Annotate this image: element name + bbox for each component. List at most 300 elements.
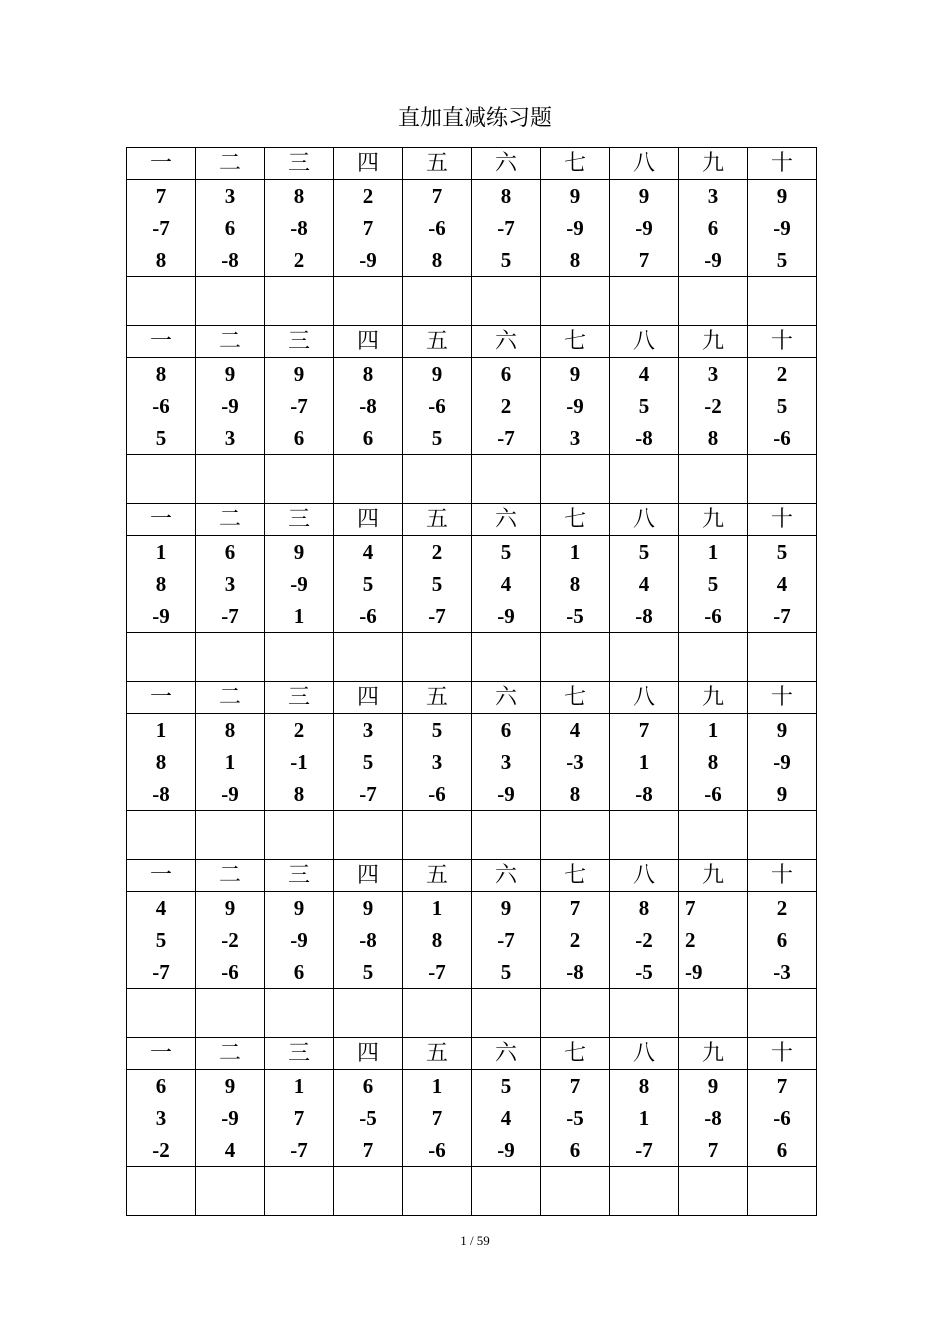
column-header-row [127,1038,817,1070]
problem-cell [127,892,196,989]
problem-number: -9 [566,394,584,418]
problem-number: -7 [152,216,170,240]
problem-number: 4 [500,572,512,596]
problem-number: 9 [224,896,236,920]
problem-number: 6 [500,362,512,386]
problem-number: 4 [362,540,374,564]
problem-number: -7 [428,604,446,628]
answer-cell[interactable] [748,811,817,860]
answer-row [127,811,817,860]
column-header: 四 [334,682,403,714]
problem-cell [196,180,265,277]
problem-number: 1 [638,750,650,774]
column-header: 三 [265,860,334,892]
problem-cell [196,1070,265,1167]
worksheet-title: 直加直减练习题 [397,106,552,131]
answer-cell[interactable] [748,989,817,1038]
problem-number: 2 [569,928,581,952]
problem-number: 9 [776,184,788,208]
problem-number: 7 [638,718,650,742]
problem-number: 9 [569,362,581,386]
answer-cell[interactable] [679,277,748,326]
problem-number: 2 [431,540,443,564]
problem-number: -9 [635,216,653,240]
column-header: 五 [403,682,472,714]
problem-number: -2 [152,1138,170,1162]
problem-number: 5 [500,248,512,272]
problem-number: -5 [359,1106,377,1130]
problem-cell [196,714,265,811]
problem-number: 5 [776,394,788,418]
problem-cell [472,1070,541,1167]
answer-cell[interactable] [334,633,403,682]
answer-cell[interactable] [403,277,472,326]
problem-cell [334,714,403,811]
problem-number: 5 [155,928,167,952]
problem-number: 9 [569,184,581,208]
column-header: 二 [196,682,265,714]
answer-cell[interactable] [403,455,472,504]
problem-number: 9 [500,896,512,920]
problem-cell [610,1070,679,1167]
problem-number: 8 [638,896,650,920]
column-header: 四 [334,1038,403,1070]
column-header: 二 [196,326,265,358]
problem-row [127,536,817,633]
column-header: 八 [610,326,679,358]
problem-number: -6 [428,782,446,806]
problem-number: 7 [293,1106,305,1130]
answer-row [127,277,817,326]
problem-number: 5 [776,248,788,272]
problem-cell [265,892,334,989]
column-header: 八 [610,504,679,536]
problem-number: 1 [155,718,167,742]
problem-number: -8 [359,394,377,418]
problem-number: 6 [362,426,374,450]
column-header: 三 [265,504,334,536]
problem-cell [403,536,472,633]
column-header: 四 [334,326,403,358]
problem-number: 6 [500,718,512,742]
problem-cell [403,180,472,277]
problem-row [127,180,817,277]
problem-number: 4 [224,1138,236,1162]
problem-cell [265,714,334,811]
answer-cell[interactable] [334,1167,403,1216]
problem-number: 6 [293,960,305,984]
problem-number: 5 [500,540,512,564]
answer-cell[interactable] [679,1167,748,1216]
problem-number: 8 [293,184,305,208]
problem-number: 5 [155,426,167,450]
column-header: 十 [748,682,817,714]
problem-cell [541,1070,610,1167]
answer-cell[interactable] [748,1167,817,1216]
problem-number: -8 [635,604,653,628]
column-header-row [127,682,817,714]
column-header: 四 [334,504,403,536]
answer-cell[interactable] [265,455,334,504]
answer-cell[interactable] [403,633,472,682]
problem-cell [265,180,334,277]
answer-cell[interactable] [334,455,403,504]
problem-number: 7 [776,1074,788,1098]
column-header: 九 [679,860,748,892]
problem-number: 9 [293,362,305,386]
problem-number: 1 [431,896,443,920]
answer-cell[interactable] [610,1167,679,1216]
problem-cell [196,536,265,633]
problem-number: 5 [431,718,443,742]
problem-number: 1 [707,718,719,742]
problem-number: -9 [497,782,515,806]
answer-cell[interactable] [265,633,334,682]
problem-number: 8 [638,1074,650,1098]
problem-cell [748,892,817,989]
problem-number: 4 [155,896,167,920]
problem-number: -8 [704,1106,722,1130]
problem-number: -7 [290,394,308,418]
problem-number: 3 [224,572,236,596]
problem-number: 5 [500,1074,512,1098]
problem-number: 4 [500,1106,512,1130]
column-header: 二 [196,860,265,892]
problem-row [127,714,817,811]
problem-cell [472,180,541,277]
problem-number: 3 [155,1106,167,1130]
problem-number: 5 [776,540,788,564]
problem-cell [403,358,472,455]
problem-number: 3 [362,718,374,742]
answer-cell[interactable] [265,811,334,860]
column-header: 七 [541,1038,610,1070]
answer-cell[interactable] [610,811,679,860]
problem-number: 7 [638,248,650,272]
problem-row [127,358,817,455]
column-header: 六 [472,682,541,714]
problem-cell [472,714,541,811]
answer-cell[interactable] [472,1167,541,1216]
problem-cell [679,536,748,633]
problem-cell [748,714,817,811]
answer-cell[interactable] [472,989,541,1038]
problem-number: 5 [431,572,443,596]
problem-number: -8 [221,248,239,272]
problem-number: -9 [773,216,791,240]
problem-number: 9 [638,184,650,208]
column-header: 六 [472,148,541,180]
answer-cell[interactable] [610,277,679,326]
answer-cell[interactable] [196,633,265,682]
problem-cell [472,358,541,455]
problem-number: -9 [497,604,515,628]
problem-number: 2 [293,718,305,742]
problem-cell [679,1070,748,1167]
column-header: 八 [610,860,679,892]
problem-cell [403,1070,472,1167]
problem-number: 1 [293,604,305,628]
exercise-grid [126,147,817,1216]
answer-cell[interactable] [472,633,541,682]
problem-number: 5 [362,572,374,596]
problem-number: -1 [290,750,308,774]
answer-cell[interactable] [196,277,265,326]
problem-cell [472,536,541,633]
answer-cell[interactable] [265,1167,334,1216]
column-header: 八 [610,1038,679,1070]
problem-cell [610,180,679,277]
problem-number: 1 [707,540,719,564]
problem-number: 5 [500,960,512,984]
answer-cell[interactable] [127,811,196,860]
column-header: 八 [610,682,679,714]
problem-number: 5 [638,540,650,564]
answer-cell[interactable] [679,633,748,682]
problem-cell [610,358,679,455]
problem-number: 7 [431,184,443,208]
column-header: 五 [403,860,472,892]
problem-number: -3 [566,750,584,774]
problem-number: 1 [155,540,167,564]
problem-number: -6 [428,1138,446,1162]
column-header: 三 [265,326,334,358]
answer-cell[interactable] [127,455,196,504]
problem-number: 5 [638,394,650,418]
problem-number: -7 [497,928,515,952]
answer-cell[interactable] [265,989,334,1038]
problem-cell [403,714,472,811]
problem-number: 8 [224,718,236,742]
problem-number: 6 [224,216,236,240]
problem-number: 4 [776,572,788,596]
problem-cell [334,892,403,989]
problem-number: -5 [635,960,653,984]
problem-number: -9 [685,960,703,984]
answer-cell[interactable] [403,1167,472,1216]
answer-cell[interactable] [679,455,748,504]
problem-number: -5 [566,1106,584,1130]
problem-number: 3 [224,184,236,208]
column-header: 七 [541,504,610,536]
problem-cell [196,358,265,455]
problem-number: 9 [224,1074,236,1098]
problem-number: 7 [362,1138,374,1162]
problem-row [127,1070,817,1167]
answer-cell[interactable] [679,811,748,860]
column-header: 七 [541,326,610,358]
column-header: 二 [196,504,265,536]
problem-cell [610,892,679,989]
problem-number: -6 [704,604,722,628]
column-header: 十 [748,1038,817,1070]
problem-number: -6 [704,782,722,806]
problem-number: -7 [773,604,791,628]
problem-number: -7 [497,216,515,240]
problem-number: 6 [776,1138,788,1162]
problem-number: 6 [293,426,305,450]
answer-cell[interactable] [472,277,541,326]
problem-number: 3 [569,426,581,450]
page-number: 1 / 59 [460,1233,490,1248]
problem-number: 3 [707,362,719,386]
column-header: 七 [541,682,610,714]
problem-number: -9 [290,928,308,952]
column-header: 一 [127,148,196,180]
answer-cell[interactable] [748,277,817,326]
column-header: 九 [679,148,748,180]
problem-number: -8 [635,426,653,450]
answer-cell[interactable] [748,455,817,504]
column-header: 三 [265,682,334,714]
column-header: 五 [403,1038,472,1070]
answer-cell[interactable] [127,989,196,1038]
column-header: 五 [403,326,472,358]
answer-cell[interactable] [472,455,541,504]
problem-number: -6 [359,604,377,628]
column-header: 五 [403,504,472,536]
answer-cell[interactable] [403,989,472,1038]
problem-number: -7 [290,1138,308,1162]
problem-number: -7 [428,960,446,984]
answer-row [127,455,817,504]
column-header: 一 [127,682,196,714]
problem-number: -6 [773,426,791,450]
column-header: 六 [472,1038,541,1070]
problem-number: 9 [224,362,236,386]
problem-number: 6 [362,1074,374,1098]
problem-number: -8 [152,782,170,806]
answer-cell[interactable] [472,811,541,860]
problem-number: 6 [707,216,719,240]
problem-number: 5 [362,960,374,984]
answer-cell[interactable] [748,633,817,682]
answer-cell[interactable] [334,989,403,1038]
column-header-row [127,504,817,536]
answer-cell[interactable] [127,277,196,326]
problem-number: 1 [224,750,236,774]
problem-number: -6 [428,394,446,418]
problem-cell [679,180,748,277]
column-header: 四 [334,148,403,180]
problem-number: -7 [359,782,377,806]
answer-row [127,633,817,682]
problem-cell [334,358,403,455]
problem-number: -9 [290,572,308,596]
answer-cell[interactable] [541,277,610,326]
problem-number: 9 [707,1074,719,1098]
problem-cell [127,714,196,811]
answer-cell[interactable] [541,989,610,1038]
column-header: 二 [196,148,265,180]
column-header: 九 [679,682,748,714]
answer-cell[interactable] [127,1167,196,1216]
column-header: 六 [472,504,541,536]
problem-number: 7 [362,216,374,240]
answer-cell[interactable] [541,811,610,860]
problem-number: -8 [359,928,377,952]
answer-cell[interactable] [196,989,265,1038]
problem-number: 9 [293,540,305,564]
answer-cell[interactable] [127,633,196,682]
problem-cell [127,358,196,455]
problem-number: 2 [776,362,788,386]
problem-number: 7 [431,1106,443,1130]
problem-cell [748,536,817,633]
problem-cell [127,1070,196,1167]
answer-cell[interactable] [541,455,610,504]
answer-cell[interactable] [610,455,679,504]
answer-cell[interactable] [334,811,403,860]
problem-number: 9 [293,896,305,920]
column-header: 四 [334,860,403,892]
problem-number: -7 [497,426,515,450]
problem-number: -6 [221,960,239,984]
problem-cell [403,892,472,989]
column-header: 九 [679,326,748,358]
answer-cell[interactable] [196,811,265,860]
problem-number: 5 [707,572,719,596]
problem-number: 8 [569,572,581,596]
problem-number: 3 [500,750,512,774]
answer-cell[interactable] [265,277,334,326]
problem-number: 3 [707,184,719,208]
answer-cell[interactable] [541,633,610,682]
answer-cell[interactable] [610,633,679,682]
column-header: 六 [472,326,541,358]
column-header: 七 [541,860,610,892]
answer-cell[interactable] [541,1167,610,1216]
problem-cell [541,358,610,455]
problem-cell [748,358,817,455]
problem-cell [265,1070,334,1167]
problem-number: -9 [704,248,722,272]
problem-number: -2 [704,394,722,418]
problem-cell [541,714,610,811]
problem-cell [334,1070,403,1167]
answer-cell[interactable] [679,989,748,1038]
problem-cell [265,358,334,455]
answer-cell[interactable] [196,1167,265,1216]
problem-cell [610,714,679,811]
problem-cell [472,892,541,989]
answer-cell[interactable] [196,455,265,504]
problem-number: 7 [155,184,167,208]
problem-number: 4 [569,718,581,742]
problem-number: 8 [569,248,581,272]
problem-number: 8 [707,750,719,774]
problem-number: 1 [431,1074,443,1098]
problem-cell [541,180,610,277]
column-header: 一 [127,504,196,536]
problem-number: -2 [635,928,653,952]
problem-number: 6 [155,1074,167,1098]
column-header: 六 [472,860,541,892]
answer-cell[interactable] [610,989,679,1038]
problem-number: -7 [635,1138,653,1162]
problem-number: -8 [566,960,584,984]
problem-number: 9 [362,896,374,920]
answer-cell[interactable] [403,811,472,860]
column-header-row [127,860,817,892]
problem-cell [679,714,748,811]
problem-cell [127,180,196,277]
problem-number: 2 [776,896,788,920]
problem-number: -2 [221,928,239,952]
problem-number: 8 [155,750,167,774]
problem-number: 9 [776,782,788,806]
answer-cell[interactable] [334,277,403,326]
